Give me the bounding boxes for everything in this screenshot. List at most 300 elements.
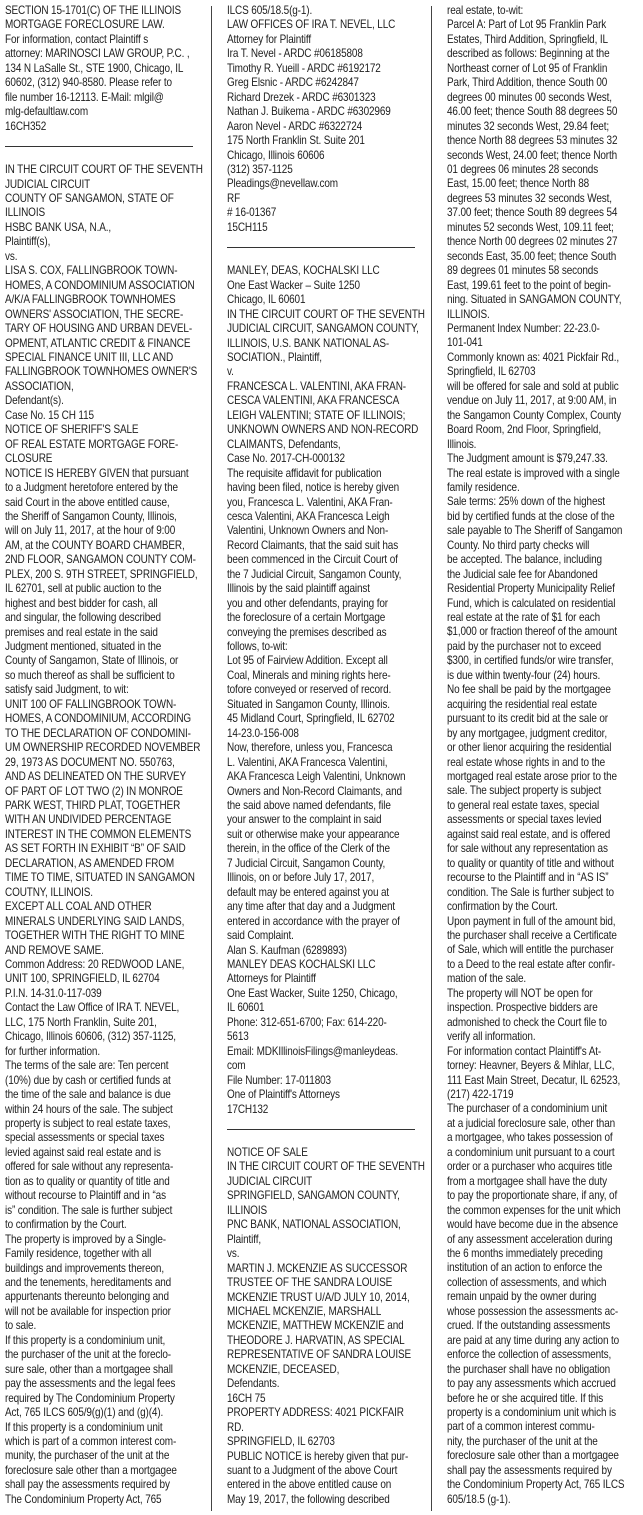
- notice-text-line: the common expenses for the unit which: [447, 1203, 621, 1217]
- notice-text-line: you, Francesca L. Valentini, AKA Fran-: [227, 495, 393, 509]
- notice-text-line: Park, Third Addition, thence South 00: [447, 76, 608, 90]
- notice-text-line: If this property is a condominium unit,: [5, 1333, 166, 1347]
- notice-text-line: assessments or special taxes levied: [447, 813, 602, 827]
- notice-text-line: which is part of a common interest com-: [5, 1434, 177, 1448]
- notice-text-line: suant to a Judgment of the above Court: [227, 1463, 398, 1477]
- notice-text-line: Owners and Non-Record Claimants, and: [227, 784, 402, 798]
- notice-text-line: 101-041: [447, 336, 483, 350]
- notice-text-line: Nathan J. Buikema - ARDC #6302969: [227, 105, 391, 119]
- notice-text-line: special assessments or special taxes: [5, 1131, 165, 1145]
- notice-text-line: Permanent Index Number: 22-23.0-: [447, 321, 600, 335]
- notice-text-line: SPECIAL FINANCE UNIT III, LLC AND: [5, 350, 174, 364]
- notice-text-line: IN THE CIRCUIT COURT OF THE SEVENTH: [227, 1160, 425, 1174]
- notice-text-line: whose possession the assessments ac-: [447, 1304, 619, 1318]
- notice-text-line: SECTION 15-1701(C) OF THE ILLINOIS: [5, 4, 182, 17]
- notice-text-line: to pay any assessments which accrued: [447, 1377, 616, 1391]
- notice-text-line: MCKENZIE, DECEASED,: [227, 1362, 340, 1376]
- notice-text-line: remain unpaid by the owner during: [447, 1290, 597, 1304]
- notice-text-line: to confirmation by the Court.: [5, 1218, 127, 1232]
- notice-text-line: $1,000 or fraction thereof of the amount: [447, 625, 617, 639]
- notice-text-line: The requisite affidavit for publication: [227, 466, 382, 480]
- notice-text-line: AM, at the COUNTY BOARD CHAMBER,: [5, 538, 185, 552]
- notice-text-line: vs.: [5, 249, 18, 263]
- notice-separator: [5, 146, 193, 147]
- notice-text-line: THEODORE J. HARVATIN, AS SPECIAL: [227, 1333, 405, 1347]
- notice-text-line: IL 62701, sell at public auction to the: [5, 582, 162, 596]
- notice-text-line: your answer to the complaint in said: [227, 813, 382, 827]
- notice-text-line: (312) 357-1125: [227, 162, 293, 176]
- notice-text-line: Aaron Nevel - ARDC #6322724: [227, 119, 363, 133]
- notice-text-line: to a Judgment heretofore entered by the: [5, 481, 178, 495]
- notice-text-line: COUTNY, ILLINOIS.: [5, 885, 93, 899]
- notice-text-line: be accepted. The balance, including: [447, 553, 602, 567]
- notice-text-line: crued. If the outstanding assessments: [447, 1319, 611, 1333]
- notice-text-line: tofore conveyed or reserved of record.: [227, 683, 392, 697]
- notice-text-line: Fund, which is calculated on residential: [447, 596, 616, 610]
- notice-text-line: East, 199.61 feet to the point of begin-: [447, 278, 611, 292]
- notice-text-line: institution of an action to enforce the: [447, 1261, 603, 1275]
- notice-text-line: the 6 months immediately preceding: [447, 1246, 603, 1260]
- notice-text-line: inspection. Prospective bidders are: [447, 1001, 598, 1015]
- notice-text-line: UM OWNERSHIP RECORDED NOVEMBER: [5, 741, 201, 755]
- notice-text-line: admonished to check the Court file to: [447, 1015, 607, 1029]
- notice-text-line: 605/18.5 (g-1).: [447, 1492, 511, 1506]
- notice-text-line: v.: [227, 365, 234, 379]
- notice-text-line: For information contact Plaintiff's At-: [447, 1044, 602, 1058]
- notice-text-line: The property is improved by a Single-: [5, 1232, 166, 1246]
- notice-text-line: 134 N LaSalle St., STE 1900, Chicago, IL: [5, 61, 184, 75]
- notice-text-line: Lot 95 of Fairview Addition. Except all: [227, 654, 388, 668]
- notice-text-line: said Court in the above entitled cause,: [5, 495, 170, 509]
- notice-text-line: bid by certified funds at the close of the: [447, 509, 615, 523]
- notice-text-line: the foreclosure of a certain Mortgage: [227, 611, 386, 625]
- notice-text-line: family residence.: [447, 480, 520, 494]
- notice-text-line: Residential Property Municipality Relief: [447, 582, 615, 596]
- column-2: [227, 4, 427, 1515]
- notice-text-line: a condominium unit pursuant to a court: [447, 1145, 615, 1159]
- notice-text-line: appurtenants thereunto belonging and: [5, 1290, 169, 1304]
- notice-text-line: 5613: [227, 1030, 249, 1044]
- legal-notice: [5, 163, 205, 1507]
- notice-text-line: suit or otherwise make your appearance: [227, 827, 400, 841]
- notice-text-line: Attorneys for Plaintiff: [227, 972, 316, 986]
- column-rule: [211, 6, 212, 1511]
- notice-text-line: degrees 53 minutes 32 seconds West,: [447, 191, 612, 205]
- notice-text-line: CLOSURE: [5, 452, 53, 466]
- notice-text-line: The Condominium Property Act, 765: [5, 1492, 162, 1506]
- notice-text-line: SPRINGFIELD, IL 62703: [227, 1435, 335, 1449]
- notice-text-line: 46.00 feet; thence South 88 degrees 50: [447, 105, 618, 119]
- notice-text-line: The property will NOT be open for: [447, 986, 593, 1000]
- notice-text-line: East, 15.00 feet; thence North 88: [447, 177, 590, 191]
- notice-text-line: foreclosure sale other than a mortgagee: [447, 1449, 619, 1463]
- notice-text-line: pay the assessments and the legal fees: [5, 1377, 176, 1391]
- notice-text-line: Board Room, 2nd Floor, Springfield,: [447, 423, 601, 437]
- notice-text-line: thence North 00 degrees 02 minutes 27: [447, 235, 618, 249]
- notice-text-line: ASSOCIATION,: [5, 379, 74, 393]
- notice-separator: [227, 1129, 415, 1130]
- notice-text-line: SPRINGFIELD, SANGAMON COUNTY,: [227, 1189, 400, 1203]
- notice-text-line: foreclosure sale other than a mortgagee: [5, 1463, 177, 1477]
- notice-text-line: Case No. 15 CH 115: [5, 408, 94, 422]
- notice-text-line: PARK WEST, THIRD PLAT, TOGETHER: [5, 799, 181, 813]
- notice-text-line: Valentini, Unknown Owners and Non-: [227, 524, 389, 538]
- notice-text-line: paid by the purchaser not to exceed: [447, 639, 602, 653]
- notice-text-line: LEIGH VALENTINI; STATE OF ILLINOIS;: [227, 408, 406, 422]
- notice-text-line: May 19, 2017, the following described: [227, 1492, 390, 1506]
- notice-text-line: would have become due in the absence: [447, 1218, 619, 1232]
- notice-text-line: RD.: [227, 1420, 244, 1434]
- notice-text-line: of Sale, which will entitle the purchaser: [447, 943, 614, 957]
- notice-text-line: satisfy said Judgment, to wit:: [5, 683, 129, 697]
- notice-text-line: Situated in Sangamon County, Illinois.: [227, 697, 390, 711]
- notice-text-line: OF REAL ESTATE MORTGAGE FORE-: [5, 437, 179, 451]
- notice-text-line: seconds East, 35.00 feet; thence South: [447, 249, 617, 263]
- notice-text-line: PROPERTY ADDRESS: 4021 PICKFAIR: [227, 1406, 404, 1420]
- notice-text-line: 175 North Franklin St. Suite 201: [227, 134, 365, 148]
- notice-text-line: SOCIATION., Plaintiff,: [227, 350, 322, 364]
- notice-text-line: real estate at the rate of $1 for each: [447, 611, 601, 625]
- notice-text-line: the time of the sale and balance is due: [5, 1088, 171, 1102]
- notice-text-line: TIME TO TIME, SITUATED IN SANGAMON: [5, 871, 195, 885]
- notice-text-line: entered in the above entitled cause on: [227, 1478, 392, 1492]
- notice-text-line: OPMENT, ATLANTIC CREDIT & FINANCE: [5, 336, 191, 350]
- notice-text-line: The real estate is improved with a single: [447, 466, 620, 480]
- notice-text-line: premises and real estate in the said: [5, 625, 158, 639]
- notice-text-line: One East Wacker, Suite 1250, Chicago,: [227, 986, 398, 1000]
- notice-text-line: Alan S. Kaufman (6289893): [227, 943, 347, 957]
- notice-text-line: pursuant to its credit bid at the sale or: [447, 712, 608, 726]
- legal-notice: [227, 4, 427, 235]
- notice-text-line: default may be entered against you at: [227, 885, 390, 899]
- notice-text-line: MORTGAGE FORECLOSURE LAW.: [5, 18, 165, 32]
- notice-text-line: verify all information.: [447, 1030, 536, 1044]
- notice-text-line: sale. The subject property is subject: [447, 784, 602, 798]
- notice-text-line: Chicago, Illinois 60606, (312) 357-1125,: [5, 1030, 176, 1044]
- notice-text-line: Now, therefore, unless you, Francesca: [227, 741, 393, 755]
- notice-text-line: DECLARATION, AS AMENDED FROM: [5, 856, 175, 870]
- notice-text-line: the purchaser of the unit at the foreclo-: [5, 1348, 171, 1362]
- notice-text-line: munity, the purchaser of the unit at the: [5, 1449, 170, 1463]
- notice-text-line: (10%) due by cash or certified funds at: [5, 1073, 171, 1087]
- notice-text-line: NOTICE IS HEREBY GIVEN that pursuant: [5, 466, 189, 480]
- notice-text-line: EXCEPT ALL COAL AND OTHER: [5, 900, 152, 914]
- notice-text-line: Email: MDKIllinoisFilings@manleydeas.: [227, 1044, 399, 1058]
- notice-text-line: AND AS DELINEATED ON THE SURVEY: [5, 770, 187, 784]
- notice-text-line: acquiring the residential real estate: [447, 697, 597, 711]
- notice-text-line: for sale without any representation as: [447, 842, 608, 856]
- notice-text-line: real estate whose rights in and to the: [447, 755, 606, 769]
- notice-text-line: Upon payment in full of the amount bid,: [447, 914, 616, 928]
- notice-text-line: 29, 1973 AS DOCUMENT NO. 550763,: [5, 755, 175, 769]
- notice-text-line: shall pay the assessments required by: [447, 1463, 612, 1477]
- notice-text-line: by any mortgagee, judgment creditor,: [447, 726, 607, 740]
- notice-text-line: TOGETHER WITH THE RIGHT TO MINE: [5, 929, 185, 943]
- notice-text-line: HOMES, A CONDOMINIUM ASSOCIATION: [5, 278, 195, 292]
- notice-text-line: said Complaint.: [227, 929, 294, 943]
- notice-text-line: (217) 422-1719: [447, 1087, 514, 1101]
- notice-text-line: OF PART OF LOT TWO (2) IN MONROE: [5, 784, 183, 798]
- notice-text-line: NOTICE OF SALE: [227, 1145, 308, 1159]
- notice-text-line: having been filed, notice is hereby given: [227, 481, 400, 495]
- notice-text-line: from a mortgagee shall have the duty: [447, 1174, 607, 1188]
- notice-text-line: Plaintiff,: [227, 1232, 261, 1246]
- notice-text-line: tion as to quality or quantity of title and: [5, 1174, 170, 1188]
- notice-text-line: COUNTY OF SANGAMON, STATE OF: [5, 191, 174, 205]
- notice-text-line: AS SET FORTH IN EXHIBIT “B” OF SAID: [5, 842, 186, 856]
- notice-text-line: is” condition. The sale is further subject: [5, 1203, 173, 1217]
- column-1: [5, 4, 205, 1515]
- notice-text-line: REPRESENTATIVE OF SANDRA LOUISE: [227, 1348, 412, 1362]
- notice-text-line: any time after that day and a Judgment: [227, 900, 396, 914]
- notice-text-line: TRUSTEE OF THE SANDRA LOUISE: [227, 1276, 393, 1290]
- notice-text-line: Plaintiff(s),: [5, 235, 51, 249]
- notice-text-line: HOMES, A CONDOMINIUM, ACCORDING: [5, 712, 192, 726]
- notice-text-line: Case No. 2017-CH-000132: [227, 452, 345, 466]
- notice-separator: [227, 247, 415, 248]
- notice-text-line: described as follows: Beginning at the: [447, 47, 610, 61]
- notice-text-line: IN THE CIRCUIT COURT OF THE SEVENTH: [227, 307, 425, 321]
- notice-text-line: Defendants.: [227, 1377, 280, 1391]
- notice-text-line: MCKENZIE, MATTHEW MCKENZIE and: [227, 1319, 404, 1333]
- notice-text-line: AND REMOVE SAME.: [5, 943, 104, 957]
- notice-text-line: minutes 32 seconds West, 29.84 feet;: [447, 119, 610, 133]
- notice-text-line: OWNERS' ASSOCIATION, THE SECRE-: [5, 307, 184, 321]
- notice-text-line: order or a purchaser who acquires title: [447, 1160, 613, 1174]
- notice-text-line: IL 60601: [227, 1001, 265, 1015]
- notice-text-line: confirmation by the Court.: [447, 900, 558, 914]
- notice-text-line: TO THE DECLARATION OF CONDOMINI-: [5, 726, 191, 740]
- notice-text-line: to quality or quantity of title and without: [447, 856, 614, 870]
- notice-text-line: JUDICIAL CIRCUIT: [227, 1174, 313, 1188]
- notice-text-line: the Condominium Property Act, 765 ILCS: [447, 1478, 625, 1492]
- notice-text-line: LAW OFFICES OF IRA T. NEVEL, LLC: [227, 18, 396, 32]
- notice-text-line: AKA Francesca Leigh Valentini, Unknown: [227, 770, 406, 784]
- notice-text-line: JUDICIAL CIRCUIT, SANGAMON COUNTY,: [227, 322, 419, 336]
- notice-text-line: MICHAEL MCKENZIE, MARSHALL: [227, 1304, 382, 1318]
- notice-text-line: and singular, the following described: [5, 611, 161, 625]
- notice-text-line: MARTIN J. MCKENZIE AS SUCCESSOR: [227, 1261, 408, 1275]
- notice-text-line: the purchaser shall have no obligation: [447, 1362, 611, 1376]
- notice-text-line: mortgaged real estate arose prior to the: [447, 770, 617, 784]
- notice-text-line: the Sheriff of Sangamon County, Illinois,: [5, 509, 177, 523]
- notice-text-line: CLAIMANTS, Defendants,: [227, 437, 341, 451]
- legal-notice: [227, 264, 427, 1117]
- notice-text-line: For information, contact Plaintiff s: [5, 32, 149, 46]
- notice-text-line: against said real estate, and is offered: [447, 827, 611, 841]
- notice-text-line: Sale terms: 25% down of the highest: [447, 495, 605, 509]
- notice-text-line: Record Claimants, that the said suit has: [227, 538, 399, 552]
- notice-text-line: follows, to-wit:: [227, 640, 288, 654]
- notice-text-line: file number 16-12113. E-Mail: mlgil@: [5, 90, 164, 104]
- notice-text-line: degrees 00 minutes 00 seconds West,: [447, 90, 612, 104]
- notice-text-line: PNC BANK, NATIONAL ASSOCIATION,: [227, 1218, 401, 1232]
- notice-text-line: The Judgment amount is $79,247.33.: [447, 452, 608, 466]
- notice-text-line: to a Deed to the real estate after confir-: [447, 957, 616, 971]
- notice-text-line: Parcel A: Part of Lot 95 Franklin Park: [447, 18, 607, 32]
- notice-text-line: Common Address: 20 REDWOOD LANE,: [5, 958, 185, 971]
- notice-text-line: Illinois by the said plaintiff against: [227, 582, 370, 596]
- notice-text-line: 7 Judicial Circuit, Sangamon County,: [227, 856, 386, 870]
- notice-text-line: ILLINOIS, U.S. BANK NATIONAL AS-: [227, 336, 390, 350]
- notice-text-line: The purchaser of a condominium unit: [447, 1102, 608, 1116]
- notice-text-line: PUBLIC NOTICE is hereby given that pur-: [227, 1449, 409, 1463]
- notice-text-line: A/K/A FALLINGBROOK TOWNHOMES: [5, 293, 176, 307]
- notice-text-line: FRANCESCA L. VALENTINI, AKA FRAN-: [227, 379, 406, 393]
- notice-text-line: the Sangamon County Complex, County: [447, 408, 621, 422]
- notice-text-line: Timothy R. Yueill - ARDC #6192172: [227, 61, 381, 75]
- notice-text-line: minutes 52 seconds West, 109.11 feet;: [447, 220, 614, 234]
- notice-text-line: before he or she acquired title. If this: [447, 1391, 604, 1405]
- notice-text-line: 14-23.0-156-008: [227, 726, 299, 740]
- notice-text-line: property is subject to real estate taxes,: [5, 1116, 171, 1130]
- notice-text-line: File Number: 17-011803: [227, 1073, 331, 1087]
- notice-text-line: levied against said real estate and is: [5, 1145, 161, 1159]
- notice-text-line: the Judicial sale fee for Abandoned: [447, 567, 598, 581]
- notice-text-line: real estate, to-wit:: [447, 4, 524, 17]
- notice-text-line: to sale.: [5, 1319, 37, 1333]
- notice-text-line: ILLINOIS: [227, 1203, 267, 1217]
- notice-text-line: are paid at any time during any action to: [447, 1333, 620, 1347]
- notice-text-line: part of a common interest commu-: [447, 1420, 595, 1434]
- notice-text-line: enforce the collection of assessments,: [447, 1348, 612, 1362]
- notice-text-line: # 16-01367: [227, 206, 277, 220]
- notice-text-line: com: [227, 1059, 246, 1073]
- notice-text-line: LISA S. COX, FALLINGBROOK TOWN-: [5, 264, 178, 278]
- legal-notice: [5, 4, 205, 134]
- notice-text-line: recourse to the Plaintiff and in “AS IS”: [447, 871, 609, 885]
- notice-text-line: Richard Drezek - ARDC #6301323: [227, 90, 376, 104]
- notice-text-line: 15CH115: [227, 220, 268, 234]
- notice-text-line: Illinois, on or before July 17, 2017,: [227, 871, 375, 885]
- notice-text-line: P.I.N. 14-31.0-117-039: [5, 986, 102, 1000]
- notice-text-line: NOTICE OF SHERIFF'S SALE: [5, 423, 139, 437]
- notice-text-line: torney: Heavner, Beyers & Mihlar, LLC,: [447, 1059, 615, 1073]
- notice-text-line: thence North 88 degrees 53 minutes 32: [447, 134, 618, 148]
- notice-text-line: 89 degrees 01 minutes 58 seconds: [447, 264, 599, 278]
- notice-text-line: seconds West, 24.00 feet; thence North: [447, 148, 618, 162]
- notice-text-line: will be offered for sale and sold at public: [447, 379, 619, 393]
- notice-text-line: HSBC BANK USA, N.A.,: [5, 220, 112, 234]
- notice-text-line: UNKNOWN OWNERS AND NON-RECORD: [227, 423, 419, 437]
- notice-text-line: Judgment mentioned, situated in the: [5, 640, 162, 654]
- notice-text-line: Coal, Minerals and mining rights here-: [227, 668, 391, 682]
- notice-text-line: and the tenements, hereditaments and: [5, 1275, 172, 1289]
- notice-text-line: a mortgagee, who takes possession of: [447, 1131, 613, 1145]
- notice-text-line: at a judicial foreclosure sale, other than: [447, 1116, 616, 1130]
- notice-text-line: RF: [227, 191, 241, 205]
- notice-text-line: 45 Midland Court, Springfield, IL 62702: [227, 712, 395, 726]
- notice-text-line: One of Plaintiff's Attorneys: [227, 1088, 340, 1102]
- notice-text-line: offered for sale without any representa-: [5, 1160, 174, 1174]
- notice-text-line: 60602, (312) 940-8580. Please refer to: [5, 76, 172, 90]
- notice-text-line: MINERALS UNDERLYING SAID LANDS,: [5, 914, 185, 928]
- notice-text-line: 2ND FLOOR, SANGAMON COUNTY COM-: [5, 553, 196, 567]
- notice-text-line: CESCA VALENTINI, AKA FRANCESCA: [227, 394, 400, 408]
- notice-text-line: Pleadings@nevellaw.com: [227, 177, 338, 191]
- notice-text-line: UNIT 100 OF FALLINGBROOK TOWN-: [5, 697, 177, 711]
- notice-text-line: entered in accordance with the prayer of: [227, 914, 400, 928]
- notice-text-line: sure sale, other than a mortgagee shall: [5, 1362, 173, 1376]
- notice-text-line: Family residence, together with all: [5, 1247, 152, 1261]
- notice-text-line: ILLINOIS.: [447, 307, 490, 321]
- notice-text-line: 16CH352: [5, 119, 47, 133]
- notice-text-line: mation of the sale.: [447, 972, 527, 986]
- notice-text-line: County of Sangamon, State of Illinois, or: [5, 654, 179, 668]
- notice-text-line: 111 East Main Street, Decatur, IL 62523,: [447, 1073, 621, 1087]
- notice-text-line: ILCS 605/18.5(g-1).: [227, 4, 313, 17]
- notice-text-line: is due within twenty-four (24) hours.: [447, 668, 601, 682]
- notice-text-line: will not be available for inspection prior: [5, 1304, 171, 1318]
- notice-text-line: conveying the premises described as: [227, 625, 387, 639]
- notice-text-line: the said above named defendants, file: [227, 799, 391, 813]
- notice-text-line: JUDICIAL CIRCUIT: [5, 177, 91, 191]
- notice-text-line: 37.00 feet; thence South 89 degrees 54: [447, 206, 618, 220]
- notice-text-line: for further information.: [5, 1044, 100, 1058]
- notice-text-line: mlg-defaultlaw.com: [5, 105, 89, 119]
- notice-text-line: shall pay the assessments required by: [5, 1478, 170, 1492]
- notice-text-line: cesca Valentini, AKA Francesca Leigh: [227, 509, 390, 523]
- notice-text-line: UNIT 100, SPRINGFIELD, IL 62704: [5, 972, 160, 986]
- notice-text-line: Act, 765 ILCS 605/9(g)(1) and (g)(4).: [5, 1406, 164, 1420]
- notice-text-line: No fee shall be paid by the mortgagee: [447, 683, 611, 697]
- notice-text-line: County. No third party checks will: [447, 538, 590, 552]
- notice-text-line: highest and best bidder for cash, all: [5, 596, 158, 610]
- notice-text-line: FALLINGBROOK TOWNHOMES OWNER'S: [5, 365, 198, 379]
- notice-text-line: nity, the purchaser of the unit at the: [447, 1434, 598, 1448]
- column-3: [447, 4, 643, 1515]
- notice-text-line: property is a condominium unit which is: [447, 1405, 616, 1419]
- notice-text-line: buildings and improvements thereon,: [5, 1261, 164, 1275]
- notice-text-line: Contact the Law Office of IRA T. NEVEL,: [5, 1001, 180, 1015]
- notice-text-line: vendue on July 11, 2017, at 9:00 AM, in: [447, 394, 617, 408]
- notice-text-line: Attorney for Plaintiff: [227, 32, 311, 46]
- notice-text-line: WITH AN UNDIVIDED PERCENTAGE: [5, 813, 172, 827]
- notice-text-line: 01 degrees 06 minutes 28 seconds: [447, 162, 599, 176]
- notice-text-line: Springfield, IL 62703: [447, 365, 536, 379]
- notice-text-line: within 24 hours of the sale. The subject: [5, 1102, 173, 1116]
- notice-text-line: Phone: 312-651-6700; Fax: 614-220-: [227, 1015, 387, 1029]
- notice-text-line: $300, in certified funds/or wire transfer,: [447, 654, 614, 668]
- notice-text-line: therein, in the office of the Clerk of the: [227, 842, 390, 856]
- notice-text-line: Northeast corner of Lot 95 of Franklin: [447, 61, 608, 75]
- notice-text-line: IN THE CIRCUIT COURT OF THE SEVENTH: [5, 163, 203, 177]
- notice-text-line: 17CH132: [227, 1102, 269, 1116]
- notice-text-line: Chicago, Illinois 60606: [227, 148, 325, 162]
- notice-text-line: condition. The Sale is further subject to: [447, 885, 614, 899]
- notice-text-line: LLC, 175 North Franklin, Suite 201,: [5, 1015, 157, 1029]
- notice-text-line: TARY OF HOUSING AND URBAN DEVEL-: [5, 322, 193, 336]
- notice-text-line: MANLEY DEAS KOCHALSKI LLC: [227, 958, 376, 971]
- notice-text-line: The terms of the sale are: Ten percent: [5, 1059, 169, 1073]
- notice-text-line: Greg Elsnic - ARDC #6242847: [227, 76, 359, 90]
- notice-text-line: ILLINOIS: [5, 206, 45, 220]
- notice-text-line: or other lienor acquiring the residential: [447, 741, 612, 755]
- notice-text-line: you and other defendants, praying for: [227, 596, 388, 610]
- notice-text-line: PLEX, 200 S. 9TH STREET, SPRINGFIELD,: [5, 567, 198, 581]
- notice-text-line: Chicago, IL 60601: [227, 293, 306, 307]
- notice-text-line: collection of assessments, and which: [447, 1275, 607, 1289]
- notice-text-line: to general real estate taxes, special: [447, 798, 600, 812]
- notice-text-line: Estates, Third Addition, Springfield, IL: [447, 32, 608, 46]
- legal-notice: [447, 4, 643, 1507]
- notice-text-line: the 7 Judicial Circuit, Sangamon County,: [227, 567, 402, 581]
- notice-text-line: will on July 11, 2017, at the hour of 9:00: [5, 524, 176, 538]
- notice-text-line: One East Wacker – Suite 1250: [227, 278, 360, 292]
- notice-text-line: ning. Situated in SANGAMON COUNTY,: [447, 293, 622, 307]
- notice-text-line: MANLEY, DEAS, KOCHALSKI LLC: [227, 264, 380, 278]
- notice-text-line: Defendant(s).: [5, 394, 64, 408]
